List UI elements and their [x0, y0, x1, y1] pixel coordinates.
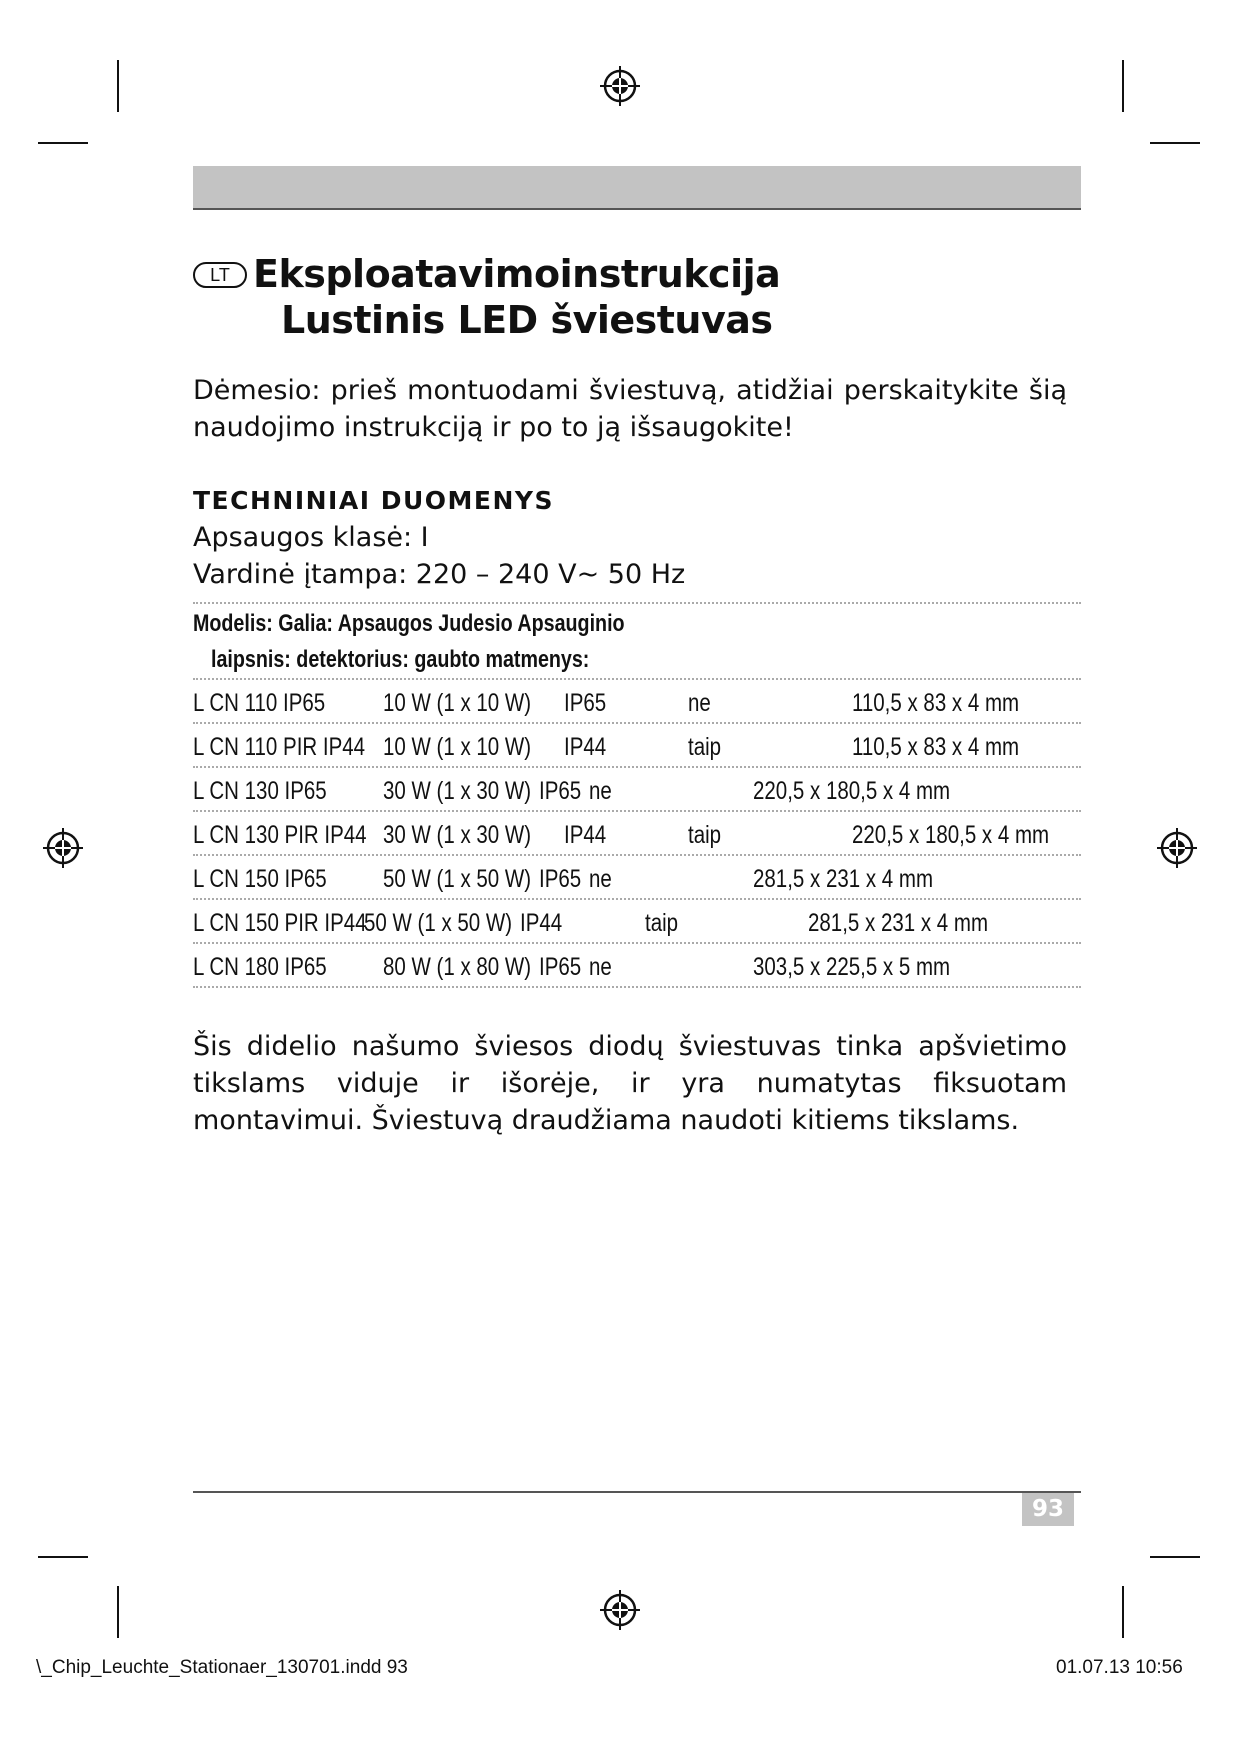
table-cell-dims: 110,5 x 83 x 4 mm [852, 733, 1020, 761]
table-cell-power: 10 W (1 x 10 W) [383, 689, 532, 717]
table-cell-power: 30 W (1 x 30 W) [383, 777, 532, 805]
table-cell-ip: IP65 [539, 865, 582, 893]
slug-filename: \_Chip_Leuchte_Stationaer_130701.indd 93 [36, 1657, 408, 1678]
table-cell-pir: taip [688, 821, 722, 849]
body-paragraph: Šis didelio našumo šviesos diodų šviestuvas tinka apšvietimo tikslams viduje ir išorėje, ir yra numatytas fiksuotam montavimui. Šviestuvą draudžiama naudoti kitiems tikslams. [193, 1031, 1067, 1136]
page-number: 93 [1022, 1493, 1074, 1526]
table-cell-ip: IP44 [564, 821, 607, 849]
table-cell-pir: taip [645, 909, 679, 937]
page-title: Eksploatavimoinstrukcija [253, 252, 781, 296]
crop-mark-top-left-h [38, 142, 88, 144]
registration-mark-icon [598, 64, 642, 108]
crop-mark-bottom-right-h [1150, 1556, 1200, 1558]
table-cell-pir: ne [589, 777, 612, 805]
table-cell-power: 50 W (1 x 50 W) [364, 909, 513, 937]
table-cell-dims: 110,5 x 83 x 4 mm [852, 689, 1020, 717]
table-cell-model: L CN 110 PIR IP44 [193, 733, 366, 761]
table-cell-model: L CN 150 IP65 [193, 865, 327, 893]
registration-mark-icon [1155, 826, 1199, 870]
table-cell-power: 80 W (1 x 80 W) [383, 953, 532, 981]
table-cell-pir: ne [589, 953, 612, 981]
table-body [193, 678, 1081, 988]
table-cell-ip: IP65 [539, 777, 582, 805]
table-cell-dims: 303,5 x 225,5 x 5 mm [753, 953, 951, 981]
table-divider [193, 986, 1081, 988]
footer-rule [193, 1491, 1081, 1493]
table-row [193, 724, 1081, 766]
crop-mark-bottom-left-v [117, 1586, 119, 1638]
table-cell-model: L CN 130 IP65 [193, 777, 327, 805]
table-cell-pir: ne [688, 689, 711, 717]
table-row [193, 812, 1081, 854]
page-subtitle: Lustinis LED šviestuvas [281, 298, 773, 342]
table-cell-ip: IP44 [520, 909, 563, 937]
intro-paragraph: Dėmesio: prieš montuodami šviestuvą, atidžiai perskaitykite šią naudojimo instrukciją ir po to ją išsaugokite! [193, 375, 1067, 443]
table-cell-dims: 281,5 x 231 x 4 mm [808, 909, 989, 937]
registration-mark-icon [598, 1588, 642, 1632]
table-row [193, 856, 1081, 898]
registration-mark-icon [41, 826, 85, 870]
crop-mark-top-right-v [1122, 60, 1124, 112]
technical-heading: TECHNINIAI DUOMENYS [193, 486, 554, 515]
table-cell-model: L CN 180 IP65 [193, 953, 327, 981]
table-row [193, 944, 1081, 986]
table-cell-ip: IP44 [564, 733, 607, 761]
table-cell-ip: IP65 [564, 689, 607, 717]
crop-mark-bottom-right-v [1122, 1586, 1124, 1638]
language-badge: LT [193, 262, 247, 288]
table-cell-dims: 220,5 x 180,5 x 4 mm [753, 777, 951, 805]
table-cell-dims: 281,5 x 231 x 4 mm [753, 865, 934, 893]
crop-mark-top-left-v [117, 60, 119, 112]
table-cell-model: L CN 130 PIR IP44 [193, 821, 367, 849]
spec-table [193, 602, 1081, 988]
table-header [193, 604, 1081, 678]
table-cell-model: L CN 150 PIR IP44 [193, 909, 367, 937]
slug-date: 01.07.13 10:56 [1056, 1657, 1183, 1678]
table-cell-pir: taip [688, 733, 722, 761]
table-cell-dims: 220,5 x 180,5 x 4 mm [852, 821, 1050, 849]
table-cell-pir: ne [589, 865, 612, 893]
table-cell-model: L CN 110 IP65 [193, 689, 326, 717]
table-header-line1: Modelis: Galia: Apsaugos Judesio Apsauginio [193, 610, 625, 637]
crop-mark-top-right-h [1150, 142, 1200, 144]
table-cell-power: 50 W (1 x 50 W) [383, 865, 532, 893]
table-row [193, 900, 1081, 942]
table-cell-power: 30 W (1 x 30 W) [383, 821, 532, 849]
crop-mark-bottom-left-h [38, 1556, 88, 1558]
table-cell-ip: IP65 [539, 953, 582, 981]
protection-class: Apsaugos klasė: I [193, 522, 429, 553]
table-row [193, 768, 1081, 810]
table-row [193, 680, 1081, 722]
header-bar [193, 166, 1081, 210]
rated-voltage: Vardinė įtampa: 220 – 240 V~ 50 Hz [193, 559, 686, 590]
table-header-line2: laipsnis: detektorius: gaubto matmenys: [211, 646, 590, 673]
table-cell-power: 10 W (1 x 10 W) [383, 733, 532, 761]
